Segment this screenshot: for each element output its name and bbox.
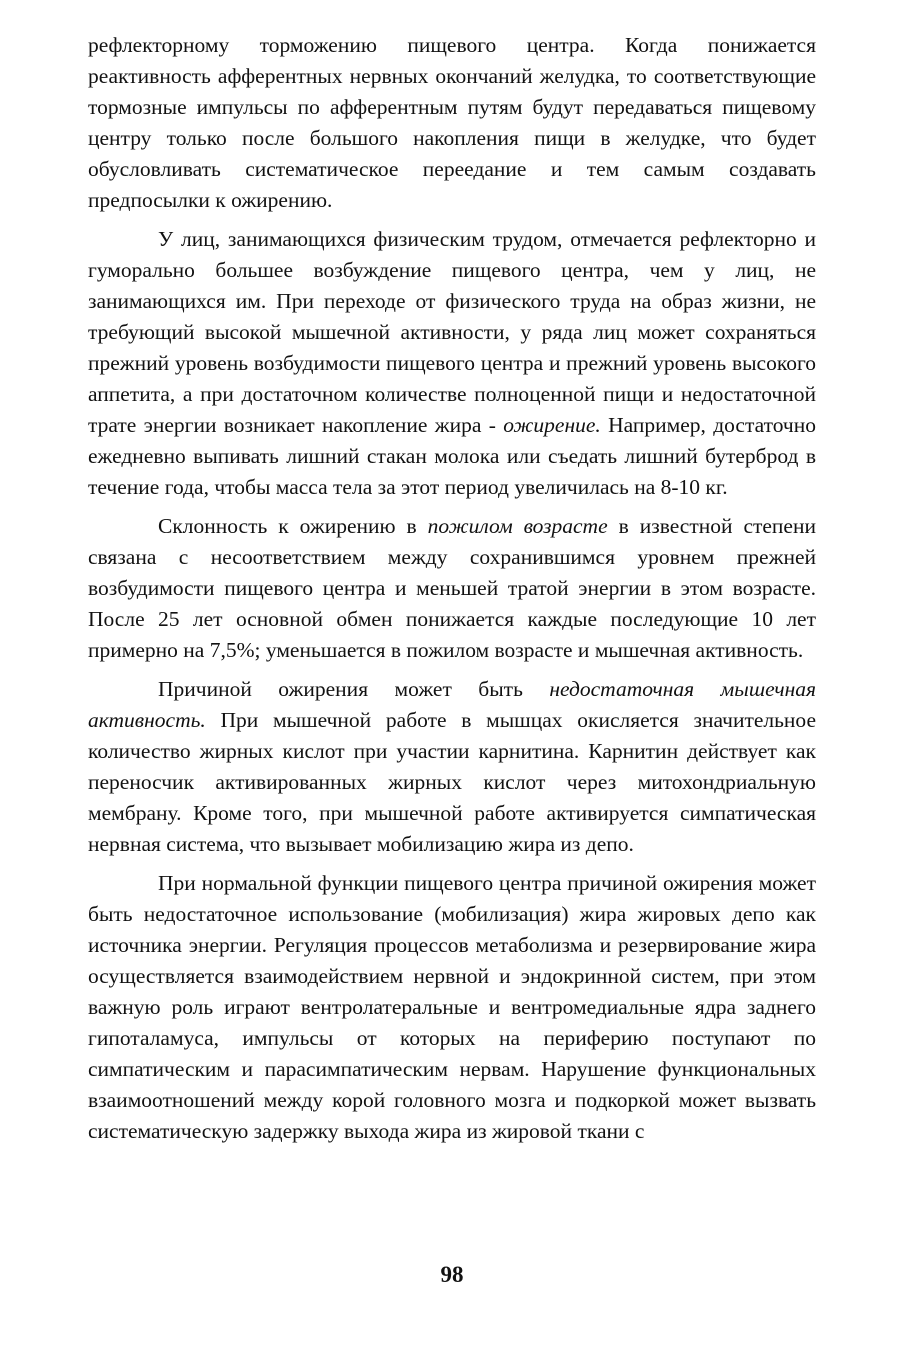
italic-term: пожилом возрасте: [427, 514, 608, 538]
paragraph-text: Причиной ожирения может быть: [158, 677, 550, 701]
paragraph-text: в известной степени связана с несоответствием между сохранившимся уровнем прежней возбудимости пищевого центра и меньшей тратой энергии в этом возрасте. После 25 лет основной обмен понижается каждые последующие 10 лет примерно на 7,5%; уменьшается в пожилом возрасте и мышечная активность.: [88, 514, 816, 662]
paragraph-4: [88, 674, 816, 860]
page-number: 98: [440, 1262, 464, 1287]
paragraph-5: [88, 868, 816, 1147]
paragraph-1: [88, 30, 816, 216]
page-body: [88, 30, 816, 1155]
paragraph-2: [88, 224, 816, 503]
paragraph-text: У лиц, занимающихся физическим трудом, отмечается рефлекторно и гуморально большее возбуждение пищевого центра, чем у лиц, не занимающихся им. При переходе от физического труда на образ жизни, не требующий высокой мышечной активности, у ряда лиц может сохраняться прежний уровень возбудимости пищевого центра и прежний уровень высокого аппетита, а при достаточном количестве полноценной пищи и недостаточной трате энергии возникает накопление жира -: [88, 227, 816, 437]
italic-term: недостаточная мышечная активность.: [88, 677, 816, 732]
paragraph-text: При нормальной функции пищевого центра причиной ожирения может быть недостаточное использование (мобилизация) жира жировых депо как источника энергии. Регуляция процессов метаболизма и резервирование жира осуществляется взаимодействием нервной и эндокринной систем, при этом важную роль играют вентролатеральные и вентромедиальные ядра заднего гипоталамуса, импульсы от которых на периферию поступают по симпатическим и парасимпатическим нервам. Нарушение функциональных взаимоотношений между корой головного мозга и подкоркой может вызвать систематическую задержку выхода жира из жировой ткани с: [88, 871, 816, 1143]
paragraph-text: рефлекторному торможению пищевого центра. Когда понижается реактивность афферентных нервных окончаний желудка, то соответствующие тормозные импульсы по афферентным путям будут передаваться пищевому центру только после большого накопления пищи в желудке, что будет обусловливать систематическое переедание и тем самым создавать предпосылки к ожирению.: [88, 33, 816, 212]
paragraph-text: При мышечной работе в мышцах окисляется значительное количество жирных кислот при участии карнитина. Карнитин действует как переносчик активированных жирных кислот через митохондриальную мембрану. Кроме того, при мышечной работе активируется симпатическая нервная система, что вызывает мобилизацию жира из депо.: [88, 708, 816, 856]
paragraph-text: Склонность к ожирению в: [158, 514, 428, 538]
paragraph-text: Например, достаточно ежедневно выпивать лишний стакан молока или съедать лишний бутерброд в течение года, чтобы масса тела за этот период увеличилась на 8-10 кг.: [88, 413, 816, 499]
paragraph-3: [88, 511, 816, 666]
italic-term: ожирение.: [503, 413, 601, 437]
